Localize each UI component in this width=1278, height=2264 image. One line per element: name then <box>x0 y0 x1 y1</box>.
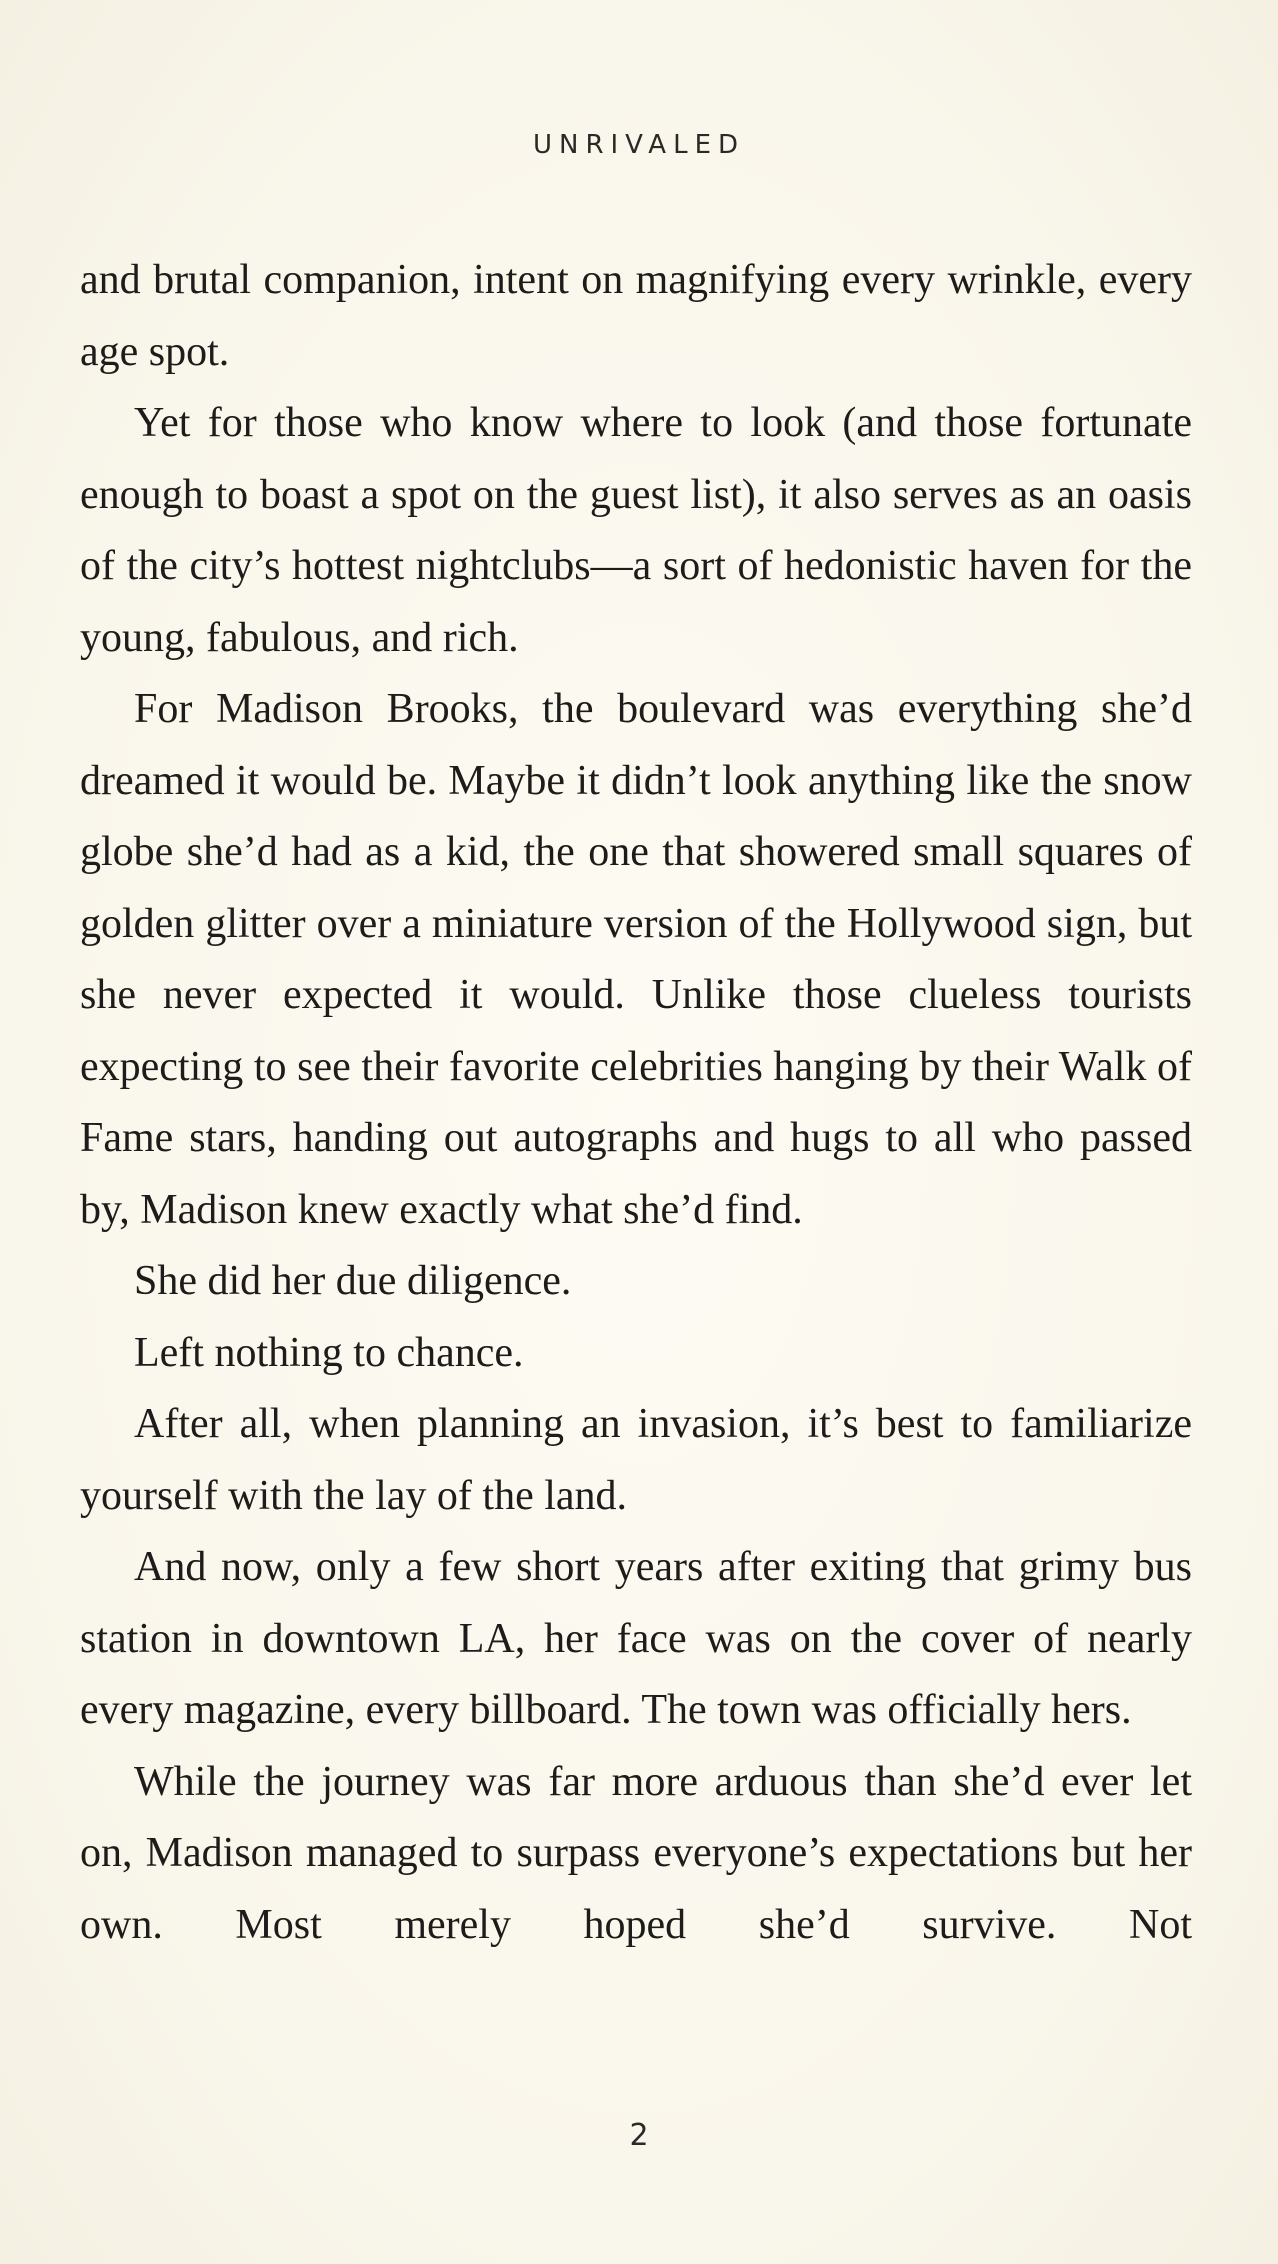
paragraph: Yet for those who know where to look (and those fortunate enough to boast a spot on the guest list), it also serves as an oasis of the city’s hottest nightclubs—a sort of hedonistic haven for the young, fabulous, and rich. <box>80 400 1192 661</box>
body-text <box>80 245 1192 1961</box>
paragraph: She did her due diligence. <box>134 1258 572 1304</box>
paragraph-continuation: and brutal companion, intent on magnifying every wrinkle, every age spot. <box>80 257 1192 375</box>
paragraph: And now, only a few short years after exiting that grimy bus station in downtown LA, her face was on the cover of nearly every magazine, every billboard. The town was officially hers. <box>80 1544 1192 1733</box>
paragraph: Left nothing to chance. <box>134 1329 524 1376</box>
paragraph-continues-next-page: While the journey was far more arduous than she’d ever let on, Madison managed to surpass everyone’s expectations but her own. Most merely hoped she’d survive. Not <box>80 1758 1192 1948</box>
page-number: 2 <box>629 2118 649 2153</box>
running-head-title: UNRIVALED <box>532 130 746 160</box>
paragraph: For Madison Brooks, the boulevard was everything she’d dreamed it would be. Maybe it didn’t look anything like the snow globe she’d had as a kid, the one that showered small squares of golden glitter over a miniature version of the Hollywood sign, but she never expected it would. Unlike those clueless tourists expecting to see their favorite celebrities hanging by their Walk of Fame stars, handing out autographs and hugs to all who passed by, Madison knew exactly what she’d find. <box>80 686 1192 1233</box>
paragraph: After all, when planning an invasion, it’s best to familiarize yourself with the lay of the land. <box>80 1401 1192 1519</box>
